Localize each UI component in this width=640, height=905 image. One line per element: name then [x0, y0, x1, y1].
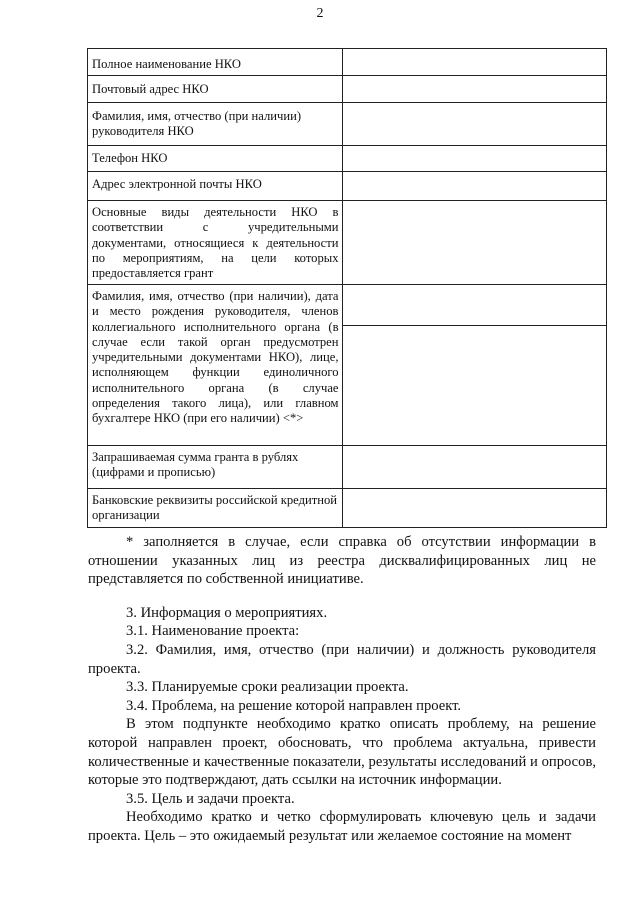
- table-row: [88, 285, 607, 446]
- table-row: [88, 103, 607, 146]
- page-number: 2: [316, 6, 324, 21]
- value-cell-phone[interactable]: [342, 146, 606, 172]
- value-cell-management-persons[interactable]: [342, 285, 606, 446]
- row-label-grant-amount: Запрашиваемая сумма гранта в рублях (цифрами и прописью): [88, 446, 343, 489]
- row-label-director-name: Фамилия, имя, отчество (при наличии) руководителя НКО: [88, 103, 343, 146]
- value-cell-grant-amount[interactable]: [342, 446, 606, 489]
- row-label-activities: Основные виды деятельности НКО в соответствии с учредительными документами, относящиеся к деятельности по мероприятиям, на цели которых предоставляется грант: [88, 201, 343, 285]
- table-row: [88, 146, 607, 172]
- nko-info-table: [87, 48, 607, 528]
- value-cell-postal-address[interactable]: [342, 76, 606, 103]
- value-cell-bank-details[interactable]: [342, 489, 606, 528]
- value-subcell-top[interactable]: [343, 285, 606, 326]
- table-row: [88, 446, 607, 489]
- value-cell-full-name[interactable]: [342, 49, 606, 76]
- goals-description: Необходимо кратко и четко сформулировать ключевую цель и задачи проекта. Цель – это ожидаемый результат или желаемое состояние на момент: [88, 809, 596, 844]
- table-row: [88, 489, 607, 528]
- problem-description: В этом подпункте необходимо кратко описать проблему, на решение которой направлен проект, обосновать, что проблема актуальна, привести количественные и качественные показатели, результаты исследований и опросов, которые это подтверждают, дать ссылки на источник информации.: [88, 716, 596, 789]
- item-project-problem: 3.4. Проблема, на решение которой направлен проект.: [126, 697, 462, 714]
- table-row: [88, 172, 607, 201]
- value-cell-email[interactable]: [342, 172, 606, 201]
- section-heading-events: 3. Информация о мероприятиях.: [126, 604, 328, 621]
- document-body: [88, 533, 596, 846]
- row-label-full-name: Полное наименование НКО: [88, 49, 343, 76]
- value-cell-director-name[interactable]: [342, 103, 606, 146]
- item-project-manager: 3.2. Фамилия, имя, отчество (при наличии) и должность руководителя проекта.: [88, 641, 596, 677]
- row-label-management-persons: Фамилия, имя, отчество (при наличии), дата и место рождения руководителя, членов коллегиального исполнительного органа (в случае если такой орган предусмотрен учредительными документами НКО), лице, исполняющем функции единоличного исполнительного органа (в случае определения такого лица), или главном бухгалтере НКО (при его наличии) <*>: [88, 285, 343, 446]
- row-label-email: Адрес электронной почты НКО: [88, 172, 343, 201]
- row-label-bank-details: Банковские реквизиты российской кредитной организации: [88, 489, 343, 528]
- row-label-postal-address: Почтовый адрес НКО: [88, 76, 343, 103]
- footnote: * заполняется в случае, если справка об отсутствии информации в отношении указанных лиц из реестра дисквалифицированных лиц не представляется по собственной инициативе.: [88, 534, 596, 588]
- row-label-phone: Телефон НКО: [88, 146, 343, 172]
- table-row: [88, 201, 607, 285]
- value-cell-activities[interactable]: [342, 201, 606, 285]
- item-project-name: 3.1. Наименование проекта:: [126, 623, 300, 640]
- item-project-goals: 3.5. Цель и задачи проекта.: [126, 790, 295, 807]
- item-project-timeline: 3.3. Планируемые сроки реализации проекта.: [126, 679, 409, 696]
- table-row: [88, 49, 607, 76]
- table-row: [88, 76, 607, 103]
